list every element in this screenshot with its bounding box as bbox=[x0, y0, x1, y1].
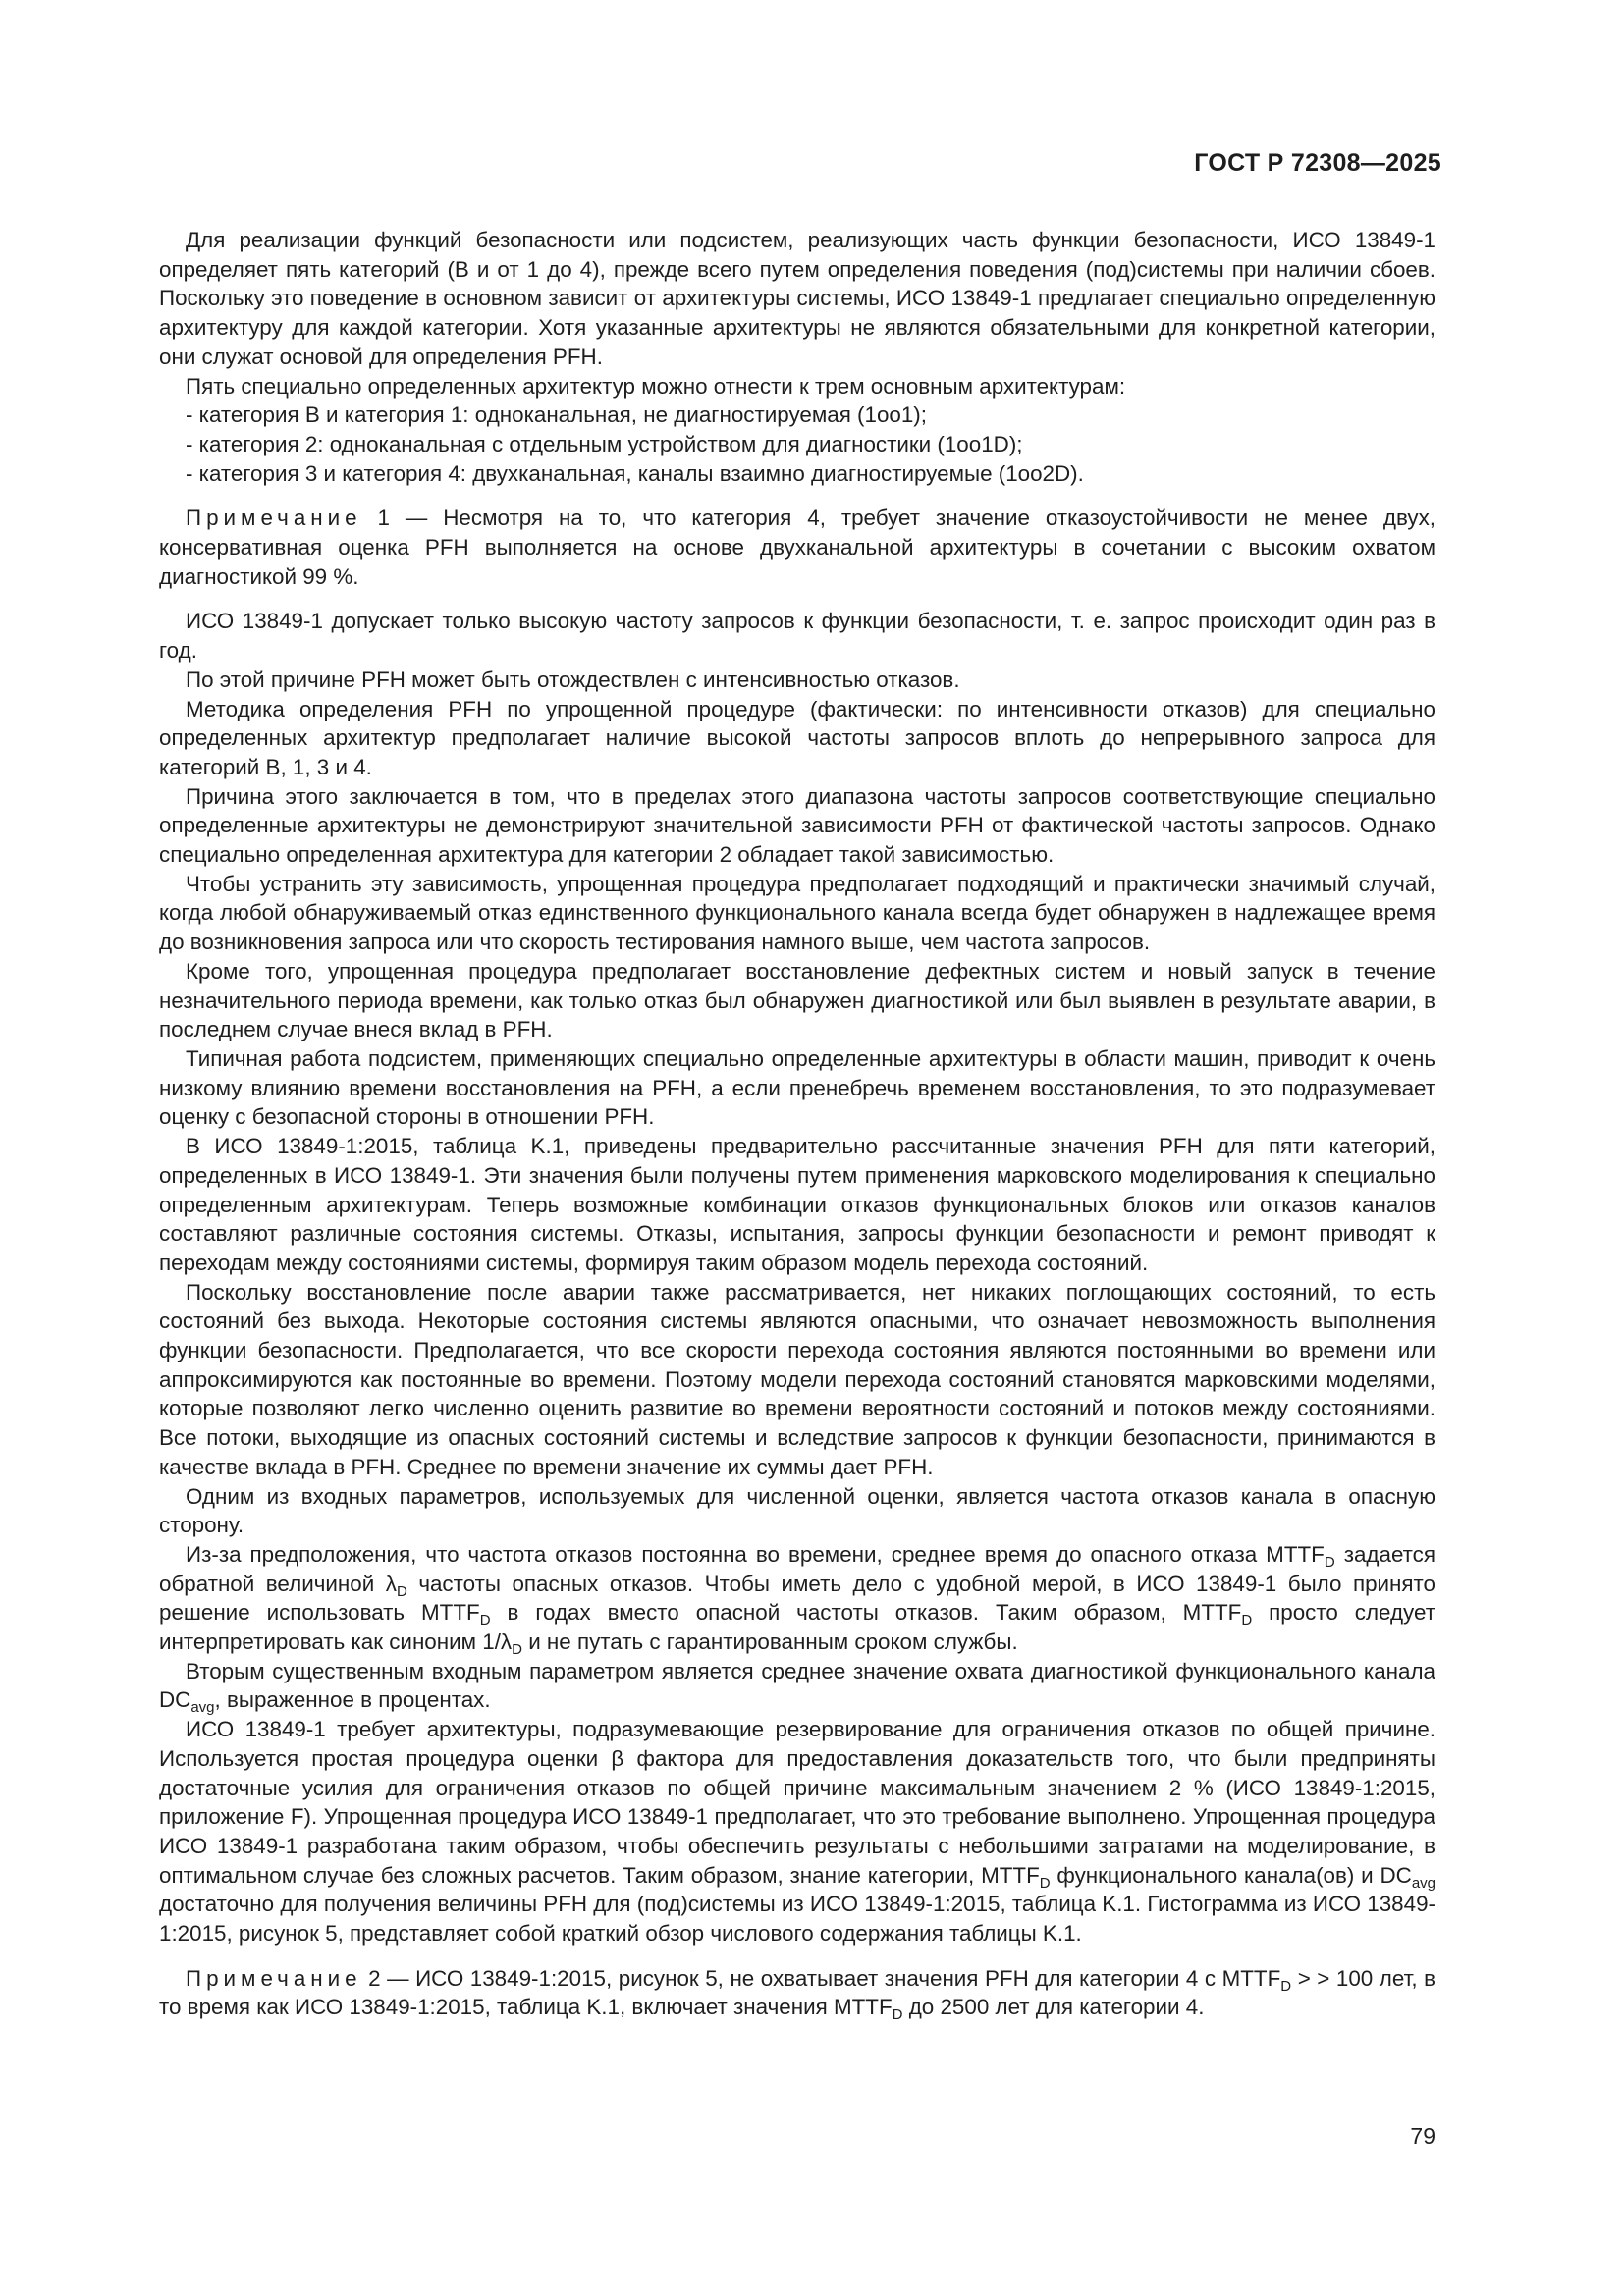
note-1-text: 1 — Несмотря на то, что категория 4, требует значение отказоустойчивости не менее двух, консервативная оценка PFH выполняется на основе двухканальной архитектуры в сочетании с высоким охватом диагностикой 99 %. bbox=[159, 506, 1435, 589]
note-2-label: Примечание bbox=[186, 1965, 362, 1991]
text-segment: , выраженное в процентах. bbox=[214, 1687, 491, 1713]
paragraph-simplified-method: Методика определения PFH по упрощенной процедуре (фактически: по интенсивности отказов) для специально определенных архитектур предполагает наличие высокой частоты запросов вплоть до непрерывного запроса для категорий B, 1, 3 и 4. bbox=[159, 696, 1435, 779]
text-segment: в годах вместо опасной частоты отказов. Таким образом, MTTF bbox=[507, 1600, 1242, 1626]
paragraph-markov-modelling: В ИСО 13849-1:2015, таблица K.1, приведены предварительно рассчитанные значения PFH для пяти категорий, определенных в ИСО 13849-1. Эти значения были получены путем применения марковского моделирования к специально определенным архитектурам. Теперь возможные комбинации отказов функциональных блоков или отказов каналов составляют различные состояния системы. Отказы, испытания, запросы функции безопасности и ремонт приводят к переходам между состояниями системы, формируя таким образом модель перехода состояний. bbox=[159, 1134, 1435, 1275]
paragraph-reason: Причина этого заключается в том, что в пределах этого диапазона частоты запросов соответствующие специально определенные архитектуры не демонстрируют значительной зависимости PFH от фактической частоты запросов. Однако специально определенная архитектура для категории 2 обладает такой зависимостью. bbox=[159, 783, 1435, 868]
paragraph-typical-operation: Типичная работа подсистем, применяющих специально определенные архитектуры в области машин, приводит к очень низкому влиянию времени восстановления на PFH, а если пренебречь временем восстановления, то это подразумевает оценку с безопасной стороны в отношении PFH. bbox=[159, 1045, 1435, 1130]
subscript-d: D bbox=[1241, 1612, 1253, 1629]
paragraph-ccf bbox=[159, 1715, 1435, 1949]
text-segment: просто следует интерпретировать как синоним 1/λ bbox=[159, 1600, 1435, 1655]
subscript-d: D bbox=[1324, 1553, 1335, 1571]
text-segment: и не путать с гарантированным сроком службы. bbox=[528, 1629, 1018, 1655]
text-segment: задается обратной величиной λ bbox=[159, 1541, 1435, 1596]
paragraph-state-transitions: Поскольку восстановление после аварии также рассматривается, нет никаких поглощающих состояний, то есть состояний без выхода. Некоторые состояния системы являются опасными, что означает невозможность выполнения функции безопасности. Предполагается, что все скорости перехода состояния являются постоянными во времени или аппроксимируются как постоянные во времени. Поэтому модели перехода состояний становятся марковскими моделями, которые позволяют легко численно оценить развитие во времени вероятности состояний и потоков между состояниями. Все потоки, выходящие из опасных состояний системы и вследствие запросов к функции безопасности, принимаются в качестве вклада в PFH. Среднее по времени значение их суммы дает PFH. bbox=[159, 1279, 1435, 1479]
text-segment: 2 — ИСО 13849-1:2015, рисунок 5, не охватывает значения PFH для категории 4 с MTTF bbox=[368, 1965, 1281, 1991]
subscript-avg: avg bbox=[190, 1699, 215, 1717]
note-1-label: Примечание bbox=[186, 506, 362, 531]
paragraph-architectures-intro: Пять специально определенных архитектур можно отнести к трем основным архитектурам: bbox=[186, 373, 1126, 399]
page-header-standard-id: ГОСТ Р 72308—2025 bbox=[1194, 149, 1441, 177]
subscript-d: D bbox=[396, 1582, 407, 1600]
text-segment: функционального канала(ов) и DC bbox=[1056, 1862, 1412, 1888]
list-item-1oo2d: - категория 3 и категория 4: двухканальная, каналы взаимно диагностируемые (1oo2D). bbox=[186, 460, 1084, 486]
list-item-1oo1d: - категория 2: одноканальная с отдельным устройством для диагностики (1oo1D); bbox=[186, 431, 1023, 456]
paragraph-input-parameter: Одним из входных параметров, используемых для численной оценки, является частота отказов канала в опасную сторону. bbox=[159, 1483, 1435, 1538]
subscript-d: D bbox=[479, 1612, 491, 1629]
document-body bbox=[159, 226, 1435, 2038]
text-segment: Вторым существенным входным параметром является среднее значение охвата диагностикой функционального канала DC bbox=[159, 1658, 1435, 1713]
paragraph-mttfd bbox=[159, 1540, 1435, 1657]
subscript-d: D bbox=[892, 2006, 903, 2024]
paragraph-categories-intro: Для реализации функций безопасности или подсистем, реализующих часть функции безопасности, ИСО 13849-1 определяет пять категорий (B и от 1 до 4), прежде всего путем определения поведения (под)системы при наличии сбоев. Поскольку это поведение в основном зависит от архитектуры системы, ИСО 13849-1 предлагает специально определенную архитектуру для каждой категории. Хотя указанные архитектуры не являются обязательными для конкретной категории, они служат основой для определения PFH. bbox=[159, 228, 1435, 369]
paragraph-dcavg bbox=[159, 1657, 1435, 1715]
paragraph-dependency: Чтобы устранить эту зависимость, упрощенная процедура предполагает подходящий и практически значимый случай, когда любой обнаруживаемый отказ единственного функционального канала всегда будет обнаружен в надлежащее время до возникновения запроса или что скорость тестирования намного выше, чем частота запросов. bbox=[159, 871, 1435, 955]
note-2 bbox=[159, 1964, 1435, 2022]
list-item-1oo1: - категория B и категория 1: одноканальная, не диагностируемая (1oo1); bbox=[186, 402, 927, 428]
paragraph-pfh-identity: По этой причине PFH может быть отождествлен с интенсивностью отказов. bbox=[186, 667, 960, 692]
subscript-d: D bbox=[1280, 1977, 1292, 1995]
subscript-d: D bbox=[1039, 1874, 1051, 1892]
text-segment: Из-за предположения, что частота отказов постоянна во времени, среднее время до опасного отказа MTTF bbox=[186, 1541, 1325, 1567]
paragraph-demand-rate: ИСО 13849-1 допускает только высокую частоту запросов к функции безопасности, т. е. запрос происходит один раз в год. bbox=[159, 609, 1435, 664]
paragraph-restoration: Кроме того, упрощенная процедура предполагает восстановление дефектных систем и новый запуск в течение незначительного периода времени, как только отказ был обнаружен диагностикой или был выявлен в результате аварии, в последнем случае внеся вклад в PFH. bbox=[159, 958, 1435, 1042]
text-segment: частоты опасных отказов. Чтобы иметь дело с удобной мерой, в ИСО 13849-1 было принято решение использовать MTTF bbox=[159, 1571, 1435, 1626]
text-segment: до 2500 лет для категории 4. bbox=[908, 1995, 1205, 2020]
text-segment: достаточно для получения величины PFH для (под)системы из ИСО 13849-1:2015, таблица K.1. Гистограмма из ИСО 13849-1:2015, рисунок 5, представляет собой краткий обзор числового содержания таблицы K.1. bbox=[159, 1892, 1435, 1947]
subscript-d: D bbox=[512, 1641, 522, 1659]
note-1 bbox=[159, 504, 1435, 591]
page-number: 79 bbox=[1410, 2123, 1435, 2149]
subscript-avg: avg bbox=[1411, 1874, 1435, 1892]
text-segment: ИСО 13849-1 требует архитектуры, подразумевающие резервирование для ограничения отказов по общей причине. Используется простая процедура оценки β фактора для предоставления доказательств того, что были предприняты достаточные усилия для ограничения отказов по общей причине максимальным значением 2 % (ИСО 13849-1:2015, приложение F). Упрощенная процедура ИСО 13849-1 предполагает, что это требование выполнено. Упрощенная процедура ИСО 13849-1 разработана таким образом, чтобы обеспечить результаты с небольшими затратами на моделирование, в оптимальном случае без сложных расчетов. Таким образом, знание категории, MTTF bbox=[159, 1717, 1435, 1888]
text-segment: > > 100 лет, в то время как ИСО 13849-1:2015, таблица K.1, включает значения MTTF bbox=[159, 1965, 1435, 2020]
